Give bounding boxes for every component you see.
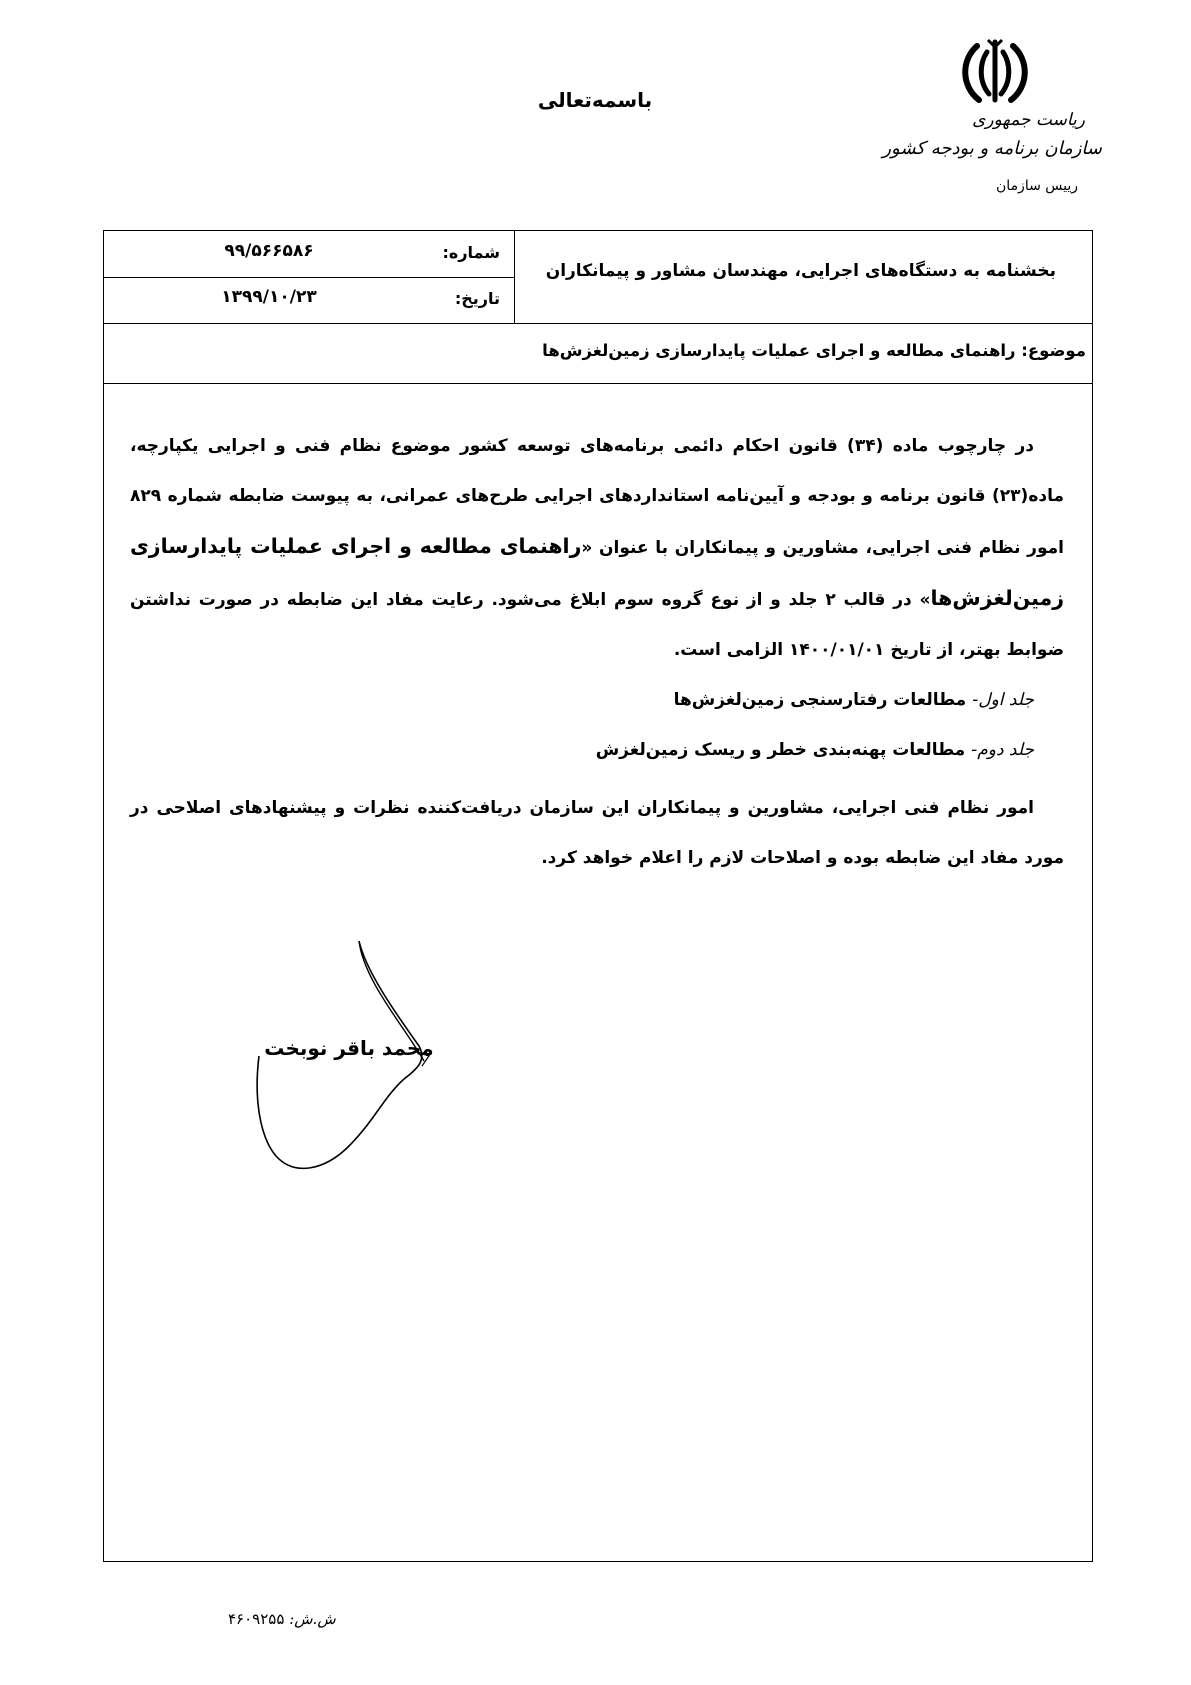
signature-scribble-icon [254, 931, 504, 1221]
footer-ref-value: ۴۶۰۹۲۵۵ [228, 1610, 285, 1628]
volume-2-title: مطالعات پهنه‌بندی خطر و ریسک زمین‌لغزش [595, 740, 972, 760]
volume-1-title: مطالعات رفتارسنجی زمین‌لغزش‌ها [673, 690, 973, 710]
org-presidency-text: ریاست جمهوری [972, 110, 1085, 130]
organization-header [882, 38, 1140, 218]
letter-frame [103, 230, 1093, 1562]
iran-emblem-icon [955, 38, 1035, 108]
org-name-text: سازمان برنامه و بودجه کشور [882, 138, 1102, 159]
volume-item-2 [130, 725, 1064, 775]
subject-line: موضوع: راهنمای مطالعه و اجرای عملیات پایدارسازی زمین‌لغزش‌ها [542, 341, 1086, 360]
body-paragraph-1 [130, 421, 1064, 675]
paragraph-1-continuation: » در قالب ۲ جلد و از نوع گروه سوم ابلاغ می‌شود. رعایت مفاد این ضابطه در صورت نداشتن ضوابط بهتر، از تاریخ ۱۴۰۰/۰۱/۰۱ الزامی است. [130, 590, 1064, 660]
document-title-emphasis: راهنمای مطالعه و اجرای عملیات پایدارسازی زمین‌لغزش‌ها [130, 534, 1064, 610]
body-paragraph-2 [130, 783, 1064, 883]
letter-number-label: شماره: [442, 243, 500, 262]
footer-reference [228, 1610, 336, 1628]
letter-date-row [104, 277, 514, 323]
meta-row [104, 231, 1092, 324]
paragraph-2-text: امور نظام فنی اجرایی، مشاورین و پیمانکاران این سازمان دریافت‌کننده نظرات و پیشنهادهای اصلاحی در مورد مفاد این ضابطه بوده و اصلاحات لازم را اعلام خواهد کرد. [130, 798, 1064, 868]
org-head-title: رییس سازمان [996, 178, 1078, 194]
volume-item-1 [130, 675, 1064, 725]
bismillah-heading: باسمه‌تعالی [537, 88, 653, 112]
letter-number-row [104, 231, 514, 278]
letter-date-value: ۱۳۹۹/۱۰/۲۳ [221, 287, 317, 307]
volume-2-label: جلد دوم- [971, 740, 1034, 760]
letter-body [130, 421, 1064, 883]
subject-row [104, 323, 1092, 384]
volume-1-label: جلد اول- [972, 690, 1034, 710]
footer-ref-label: ش.ش: [289, 1610, 336, 1628]
recipients-line: بخشنامه به دستگاه‌های اجرایی، مهندسان مشاور و پیمانکاران [545, 261, 1056, 281]
paragraph-1-text: در چارچوب ماده (۳۴) قانون احکام دائمی برنامه‌های توسعه کشور موضوع نظام فنی و اجرایی یکپارچه، ماده(۲۳) قانون برنامه و بودجه و آیین‌نامه استانداردهای اجرایی طرح‌های عمرانی، به پیوست ضابطه شماره ۸۲۹ امور نظام فنی اجرایی، مشاورین و پیمانکاران با عنوان « [130, 436, 1064, 558]
letter-date-label: تاریخ: [454, 289, 500, 308]
meta-box [104, 231, 515, 323]
signer-name: محمد باقر نوبخت [264, 1036, 434, 1060]
letter-number-value: ۹۹/۵۶۶۵۸۶ [224, 241, 314, 261]
